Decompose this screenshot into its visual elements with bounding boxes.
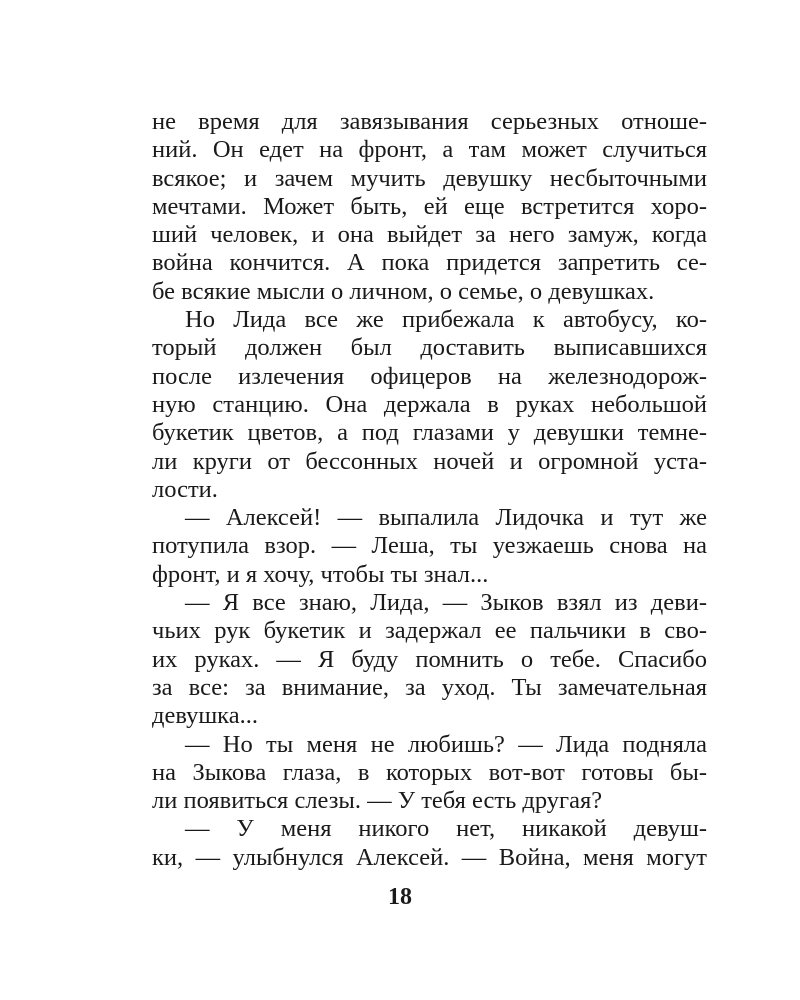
book-page-text (152, 108, 707, 872)
text-line: всякое; и зачем мучить девушку несбыточными (152, 164, 707, 192)
text-line: не время для завязывания серьезных отноше- (152, 108, 707, 135)
text-line: после излечения офицеров на железнодорож- (152, 362, 707, 390)
text-line: ший человек, и она выйдет за него замуж, когда (152, 221, 707, 249)
text-line: букетик цветов, а под глазами у девушки темне- (152, 419, 707, 447)
text-line: девушка... (152, 702, 258, 730)
text-line: мечтами. Может быть, ей еще встретится хоро- (152, 192, 707, 220)
page-number: 18 (388, 884, 412, 910)
text-line: их руках. — Я буду помнить о тебе. Спасибо (152, 645, 707, 673)
text-line: ли появиться слезы. — У тебя есть другая? (152, 787, 603, 815)
text-line: ки, — улыбнулся Алексей. — Война, меня могут (152, 843, 707, 871)
text-line: Но Лида все же прибежала к автобусу, ко- (185, 306, 707, 334)
text-line: ли круги от бессонных ночей и огромной уста- (152, 447, 707, 475)
text-line: бе всякие мысли о личном, о семье, о девушках. (152, 277, 655, 305)
text-line: чьих рук букетик и задержал ее пальчики в сво- (152, 617, 707, 645)
text-line: ний. Он едет на фронт, а там может случиться (152, 136, 707, 164)
text-line: — У меня никого нет, никакой девуш- (185, 815, 707, 843)
text-line: торый должен был доставить выписавшихся (152, 334, 707, 362)
text-line: ную станцию. Она держала в руках небольшой (152, 390, 707, 418)
text-line: — Но ты меня не любишь? — Лида подняла (185, 730, 707, 758)
text-line: на Зыкова глаза, в которых вот-вот готовы бы- (152, 758, 707, 786)
text-line: — Я все знаю, Лида, — Зыков взял из деви- (185, 589, 707, 617)
text-line: фронт, и я хочу, чтобы ты знал... (152, 560, 489, 588)
text-line: потупила взор. — Леша, ты уезжаешь снова на (152, 532, 707, 560)
text-line: война кончится. А пока придется запретить се- (152, 249, 707, 277)
text-line: лости. (152, 475, 218, 503)
text-line: за все: за внимание, за уход. Ты замечательная (152, 673, 707, 701)
text-line: — Алексей! — выпалила Лидочка и тут же (185, 504, 707, 532)
